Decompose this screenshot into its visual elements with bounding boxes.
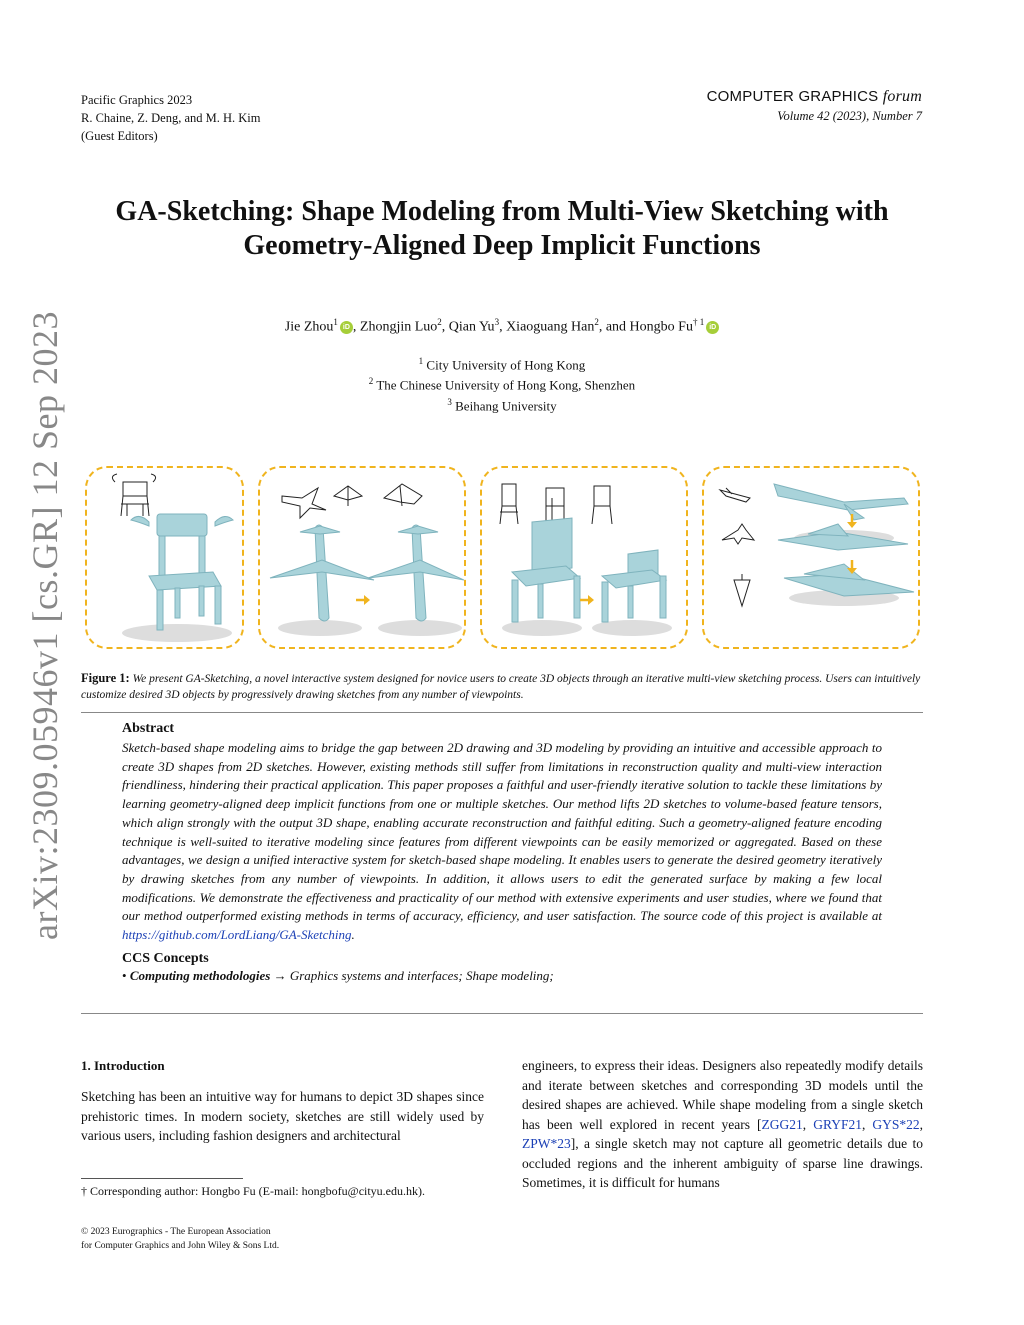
orcid-icon[interactable]: iD [706, 321, 719, 334]
jet-iterative-illustration [704, 468, 918, 647]
figure-panel-chair-multiview [480, 466, 688, 649]
affiliations [81, 353, 923, 414]
author-name: Zhongjin Luo [359, 319, 438, 335]
author-list: Jie Zhou$^1$iD , Zhongjin Luo$^2$, Qian Yu$^3$, Xiaoguang Han$^2$, and Hongbo Fu$^{\dagger 1}$iD [81, 317, 923, 336]
guest-editors: (Guest Editors) [81, 129, 158, 143]
editors: R. Chaine, Z. Deng, and M. H. Kim [81, 111, 261, 125]
citation-link[interactable]: GRYF21 [813, 1116, 862, 1132]
section-heading: 1. Introduction [81, 1058, 165, 1073]
abstract-heading: Abstract [122, 721, 175, 736]
citation-link[interactable]: ZGG21 [761, 1116, 803, 1132]
affiliation: $^3$ Beihang University [447, 396, 557, 413]
abstract-section [122, 721, 882, 985]
author-name: Qian Yu [448, 319, 495, 335]
abstract-text: Sketch-based shape modeling aims to bridge the gap between 2D drawing and 3D modeling by providing an intuitive and accessible approach to create 3D shapes from 2D sketches. However, existing methods still suffer from limitations in reconstruction quality and multi-view interaction friendliness, hindering their practical application. This paper proposes a faithful and user-friendly iterative solution to tackle these limitations by learning geometry-aligned deep implicit functions from one or multiple sketches. Our method lifts 2D sketches to volume-based feature tensors, which align strongly with the output 3D shape, enabling accurate reconstruction and faithful editing. Such a geometry-aligned feature encoding technique is well-suited to iterative modeling since features from different viewpoints can be easily memorized or aggregated. Based on these advantages, we design a unified interactive system for sketch-based shape modeling. It enables users to generate the desired geometry iteratively by drawing sketches from any number of viewpoints. In addition, it allows users to edit the generated surface by making a few local modifications. We demonstrate the effectiveness and practicality of our method with extensive experiments and user studies, where we found that our method outperformed existing methods in terms of accuracy, efficiency, and user satisfaction. The source code of this project is available at https://github.com/LordLiang/GA-Sketching. [122, 740, 882, 943]
conference-name: Pacific Graphics 2023 [81, 93, 193, 107]
footnote: † Corresponding author: Hongbo Fu (E-mail: hongbofu@cityu.edu.hk). [81, 1184, 426, 1198]
ccs-heading: CCS Concepts [122, 950, 209, 966]
ccs-concepts: • Computing methodologies → Graphics systems and interfaces; Shape modeling; [122, 967, 554, 983]
affiliation: $^2$ The Chinese University of Hong Kong, Shenzhen [368, 376, 636, 393]
footnote-rule [81, 1178, 243, 1179]
chair-edit-illustration [87, 468, 242, 647]
copyright-notice: © 2023 Eurographics - The European Association for Computer Graphics and John Wiley & Sons Ltd. [81, 1227, 280, 1251]
intro-column-left: Sketching has been an intuitive way for humans to depict 3D shapes since prehistoric times. In modern society, sketches are still widely used by various users, including fashion designers and architectural [81, 1089, 484, 1143]
citation-link[interactable]: GYS*22 [872, 1116, 920, 1132]
figure-panel-airplane [258, 466, 466, 649]
orcid-icon[interactable]: iD [340, 321, 353, 334]
figure-panel-chair-edit [85, 466, 244, 649]
citation-link[interactable]: ZPW*23 [522, 1136, 571, 1151]
volume-info: Volume 42 (2023), Number 7 [777, 109, 922, 123]
airplane-illustration [260, 468, 464, 647]
chair-multiview-illustration [482, 468, 686, 647]
divider [81, 712, 923, 713]
paper-title: GA-Sketching: Shape Modeling from Multi-View Sketching with Geometry-Aligned Deep Implicit Functions [115, 196, 889, 261]
author-name: Hongbo Fu [629, 319, 693, 335]
affiliation: $^1$ City University of Hong Kong [418, 356, 586, 373]
author-name: Jie Zhou [284, 319, 334, 335]
journal-name: COMPUTER GRAPHICS forum [706, 88, 922, 105]
arxiv-stamp: arXiv:2309.05946v1 [cs.GR] 12 Sep 2023 [25, 311, 65, 940]
divider [81, 1013, 923, 1014]
running-header-left [81, 91, 261, 145]
figure-panel-jet-iterative [702, 466, 920, 649]
intro-column-right: engineers, to express their ideas. Designers also repeatedly modify details and iterate between sketches and corresponding 3D models until the desired shapes are achieved. While shape modeling from a single sketch has been well explored in recent years [ZGG21, GRYF21, GYS*22, ZPW*23], a single sketch may not capture all geometric details due to occluded regions and the inherent ambiguity of sparse line drawings. Sometimes, it is difficult for humans [522, 1058, 924, 1190]
author-name: Xiaoguang Han [506, 319, 595, 335]
source-code-link[interactable]: https://github.com/LordLiang/GA-Sketching [122, 927, 352, 943]
running-header-right [707, 88, 922, 124]
figure-caption: Figure 1: We present GA-Sketching, a novel interactive system designed for novice users to create 3D objects through an iterative multi-view sketching process. Users can intuitively customize desired 3D objects by progressively drawing sketches from any number of viewpoints. [81, 671, 921, 701]
